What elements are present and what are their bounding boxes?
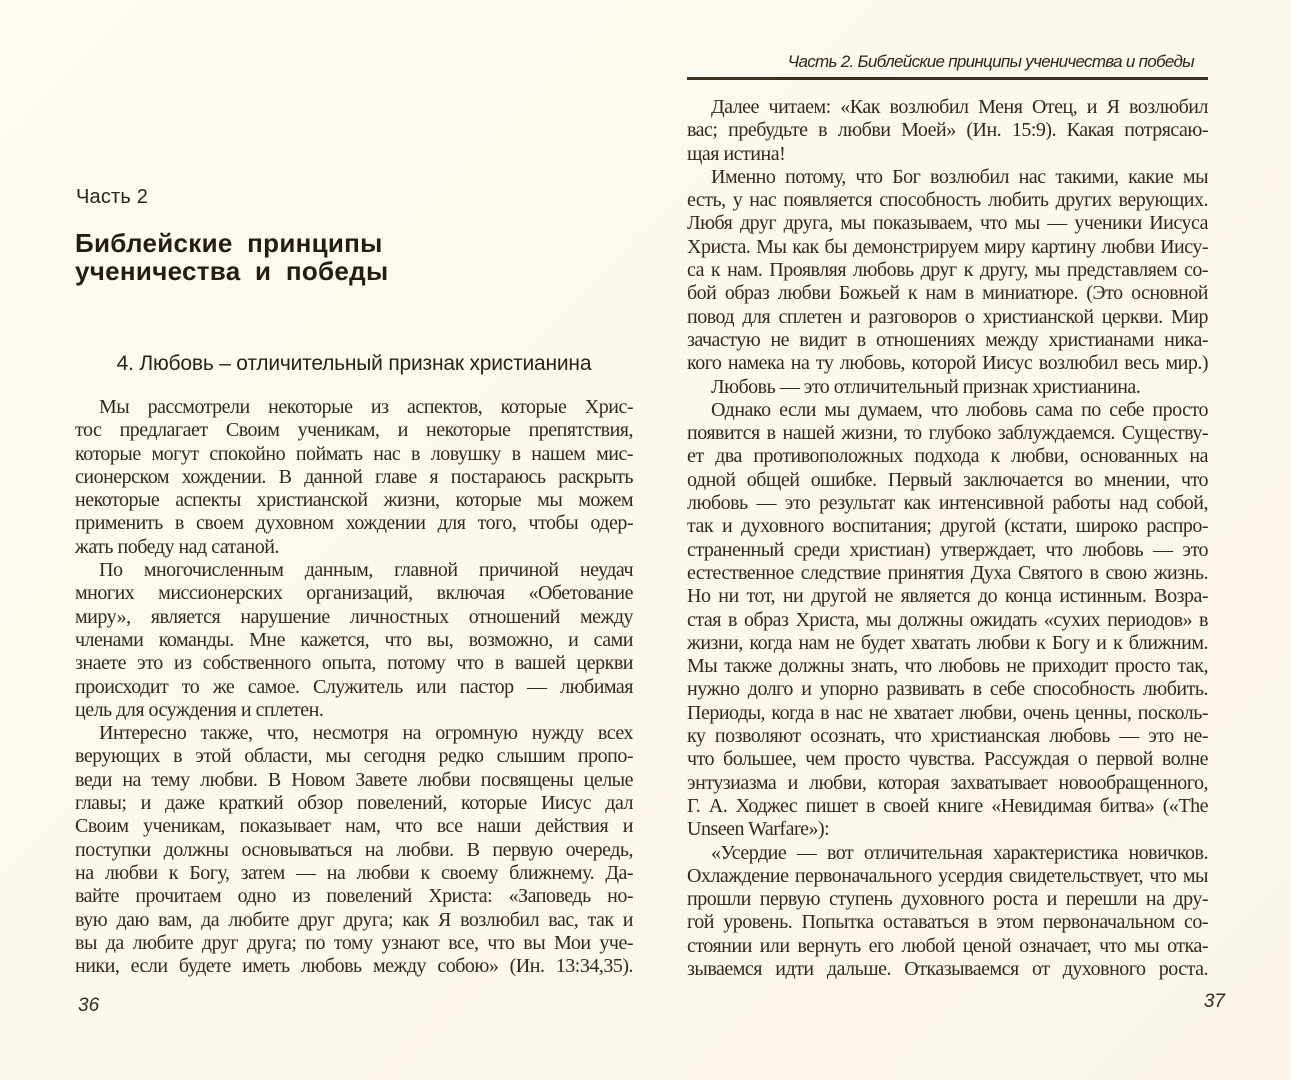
- paragraph: [687, 166, 1208, 376]
- text-line: вую даю вам, да любите друг друга; как Я возлюбил вас, так и: [75, 908, 633, 931]
- text-line: жизни, когда нам не будет хватать любви к Богу и к ближним.: [687, 631, 1208, 654]
- text-line: некоторые аспекты христианской жизни, которые мы можем: [75, 489, 633, 512]
- text-line: Христа. Мы как бы демонстрируем миру картину любви Иису-: [687, 235, 1208, 258]
- text-line: зачастую не видит в отношениях между христианами ника-: [687, 328, 1208, 351]
- paragraph: [687, 399, 1208, 842]
- text-line: страненный среди христиан) утверждает, что любовь — это: [687, 538, 1208, 561]
- text-line: Именно потому, что Бог возлюбил нас такими, какие мы: [711, 165, 1208, 188]
- text-line: Мы также должны знать, что любовь не приходит просто так,: [687, 655, 1208, 678]
- paragraph: [687, 842, 1208, 982]
- text-line: ет два противоположных подхода к любви, основанных на: [687, 445, 1208, 468]
- text-line: вайте прочитаем одно из повелений Христа: «Заповедь но-: [75, 885, 633, 908]
- paragraph: [75, 396, 633, 559]
- text-line: что большее, чем просто чувства. Рассуждая о первой волне: [687, 748, 1208, 771]
- text-line: поступки должны основываться на любви. В первую очередь,: [75, 838, 633, 861]
- text-line: происходит то же самое. Служитель или пастор — любимая: [75, 675, 633, 698]
- text-line: бой образ любви Божьей к нам в миниатюре. (Это основной: [687, 282, 1208, 305]
- text-line: кого намека на ту любовь, которой Иисус возлюбил весь мир.): [687, 352, 1208, 375]
- text-line: Далее читаем: «Как возлюбил Меня Отец, и Я возлюбил: [711, 96, 1208, 118]
- text-line: любовь — это результат как интенсивной работы над собой,: [687, 492, 1208, 515]
- text-line: Любовь — это отличительный признак христианина.: [711, 375, 1141, 398]
- part-label: Часть 2: [76, 186, 149, 208]
- page-number-right: 37: [1203, 991, 1225, 1012]
- text-line: жать победу над сатаной.: [75, 535, 279, 558]
- text-line: главы; и даже краткий обзор повелений, которые Иисус дал: [75, 792, 633, 815]
- part-title-line-1: Библейские принципы: [75, 228, 383, 258]
- paragraph: [687, 376, 1208, 399]
- text-line: повод для сплетен и разговоров о христианской церкви. Мир: [687, 305, 1208, 328]
- page-left: [75, 0, 633, 1080]
- text-line: «Усердие — вот отличительная характеристика новичков.: [711, 841, 1208, 864]
- text-line: Охлаждение первоначального усердия свидетельствует, что мы: [687, 864, 1208, 887]
- text-line: гой уровень. Попытка оставаться в этом первоначальном со-: [687, 911, 1208, 934]
- text-line: щая истина!: [687, 142, 786, 165]
- right-page-body-text: [687, 96, 1208, 981]
- text-line: По многочисленным данным, главной причиной неудач: [99, 559, 633, 582]
- text-line: стая в образ Христа, мы должны ожидать «сухих периодов» в: [687, 608, 1208, 631]
- text-line: которые могут спокойно поймать нас в ловушку в нашем мис-: [75, 442, 633, 465]
- section-heading: 4. Любовь – отличительный признак христианина: [116, 352, 592, 375]
- text-line: цель для осуждения и сплетен.: [75, 698, 324, 721]
- part-title-line-2: ученичества и победы: [75, 256, 389, 286]
- text-line: ники, если будете иметь любовь между собою» (Ин. 13:34,35).: [75, 955, 633, 978]
- text-line: Своим ученикам, показывает нам, что все наши действия и: [75, 815, 633, 838]
- text-line: са к нам. Проявляя любовь друг к другу, мы представляем со-: [687, 259, 1208, 282]
- page-right: [687, 0, 1225, 1080]
- text-line: зываемся идти дальше. Отказываемся от духовного роста.: [687, 957, 1208, 980]
- text-line: Мы рассмотрели некоторые из аспектов, которые Хрис-: [99, 396, 633, 418]
- text-line: Интересно также, что, несмотря на огромную нужду всех: [99, 722, 633, 745]
- text-line: появится в нашей жизни, то глубоко заблуждаемся. Существу-: [687, 422, 1208, 445]
- text-line: Однако если мы думаем, что любовь сама по себе просто: [711, 398, 1208, 421]
- text-line: нужно долго и упорно развивать в себе способность любить.: [687, 678, 1208, 701]
- text-line: стоянии или вернуть его любой ценой означает, что мы отка-: [687, 934, 1208, 957]
- text-line: Но ни тот, ни другой не является до конца истинным. Возра-: [687, 585, 1208, 608]
- text-line: знаете это из собственного опыта, потому что в вашей церкви: [75, 652, 633, 675]
- text-line: применить в своем духовном хождении для того, чтобы одер-: [75, 512, 633, 535]
- text-line: веди на тему любви. В Новом Завете любви посвящены целые: [75, 768, 633, 791]
- text-line: многих миссионерских организаций, включая «Обетование: [75, 582, 633, 605]
- text-line: прошли первую ступень духовного роста и перешли на дру-: [687, 888, 1208, 911]
- paragraph: [687, 96, 1208, 166]
- text-line: верующих в этой области, мы сегодня редко слышим пропо-: [75, 745, 633, 768]
- left-page-body-text: [75, 396, 633, 978]
- running-head: Часть 2. Библейские принципы ученичества и победы: [787, 52, 1194, 71]
- paragraph: [75, 559, 633, 722]
- text-line: Периоды, когда в нас не хватает любви, очень ценны, посколь-: [687, 701, 1208, 724]
- text-line: Г. А. Ходжес пишет в своей книге «Невидимая битва» («The: [687, 794, 1208, 817]
- text-line: естественное следствие принятия Духа Святого в свою жизнь.: [687, 561, 1208, 584]
- page-number-left: 36: [78, 995, 100, 1016]
- running-head-rule: [687, 77, 1208, 80]
- text-line: тос предлагает Своим ученикам, и некоторые препятствия,: [75, 419, 633, 442]
- text-line: ку позволяют осознать, что христианская любовь — это не-: [687, 725, 1208, 748]
- text-line: на любви к Богу, затем — на любви к своему ближнему. Да-: [75, 861, 633, 884]
- text-line: Unseen Warfare»):: [687, 818, 830, 841]
- text-line: вы да любите друг друга; по тому узнают все, что вы Мои уче-: [75, 931, 633, 954]
- text-line: Любя друг друга, мы показываем, что мы — ученики Иисуса: [687, 212, 1208, 235]
- text-line: есть, у нас появляется способность любить других верующих.: [687, 189, 1208, 212]
- text-line: вас; пребудьте в любви Моей» (Ин. 15:9). Какая потрясаю-: [687, 119, 1208, 142]
- text-line: одной общей ошибке. Первый заключается во мнении, что: [687, 468, 1208, 491]
- text-line: энтузиазма и любви, которая захватывает новообращенного,: [687, 771, 1208, 794]
- text-line: миру», является нарушение личностных отношений между: [75, 605, 633, 628]
- text-line: членами команды. Мне кажется, что вы, возможно, и сами: [75, 628, 633, 651]
- paragraph: [75, 722, 633, 978]
- part-title: [75, 229, 388, 285]
- text-line: так и духовного воспитания; другой (кстати, широко распро-: [687, 515, 1208, 538]
- text-line: сионерском хождении. В данной главе я постараюсь раскрыть: [75, 465, 633, 488]
